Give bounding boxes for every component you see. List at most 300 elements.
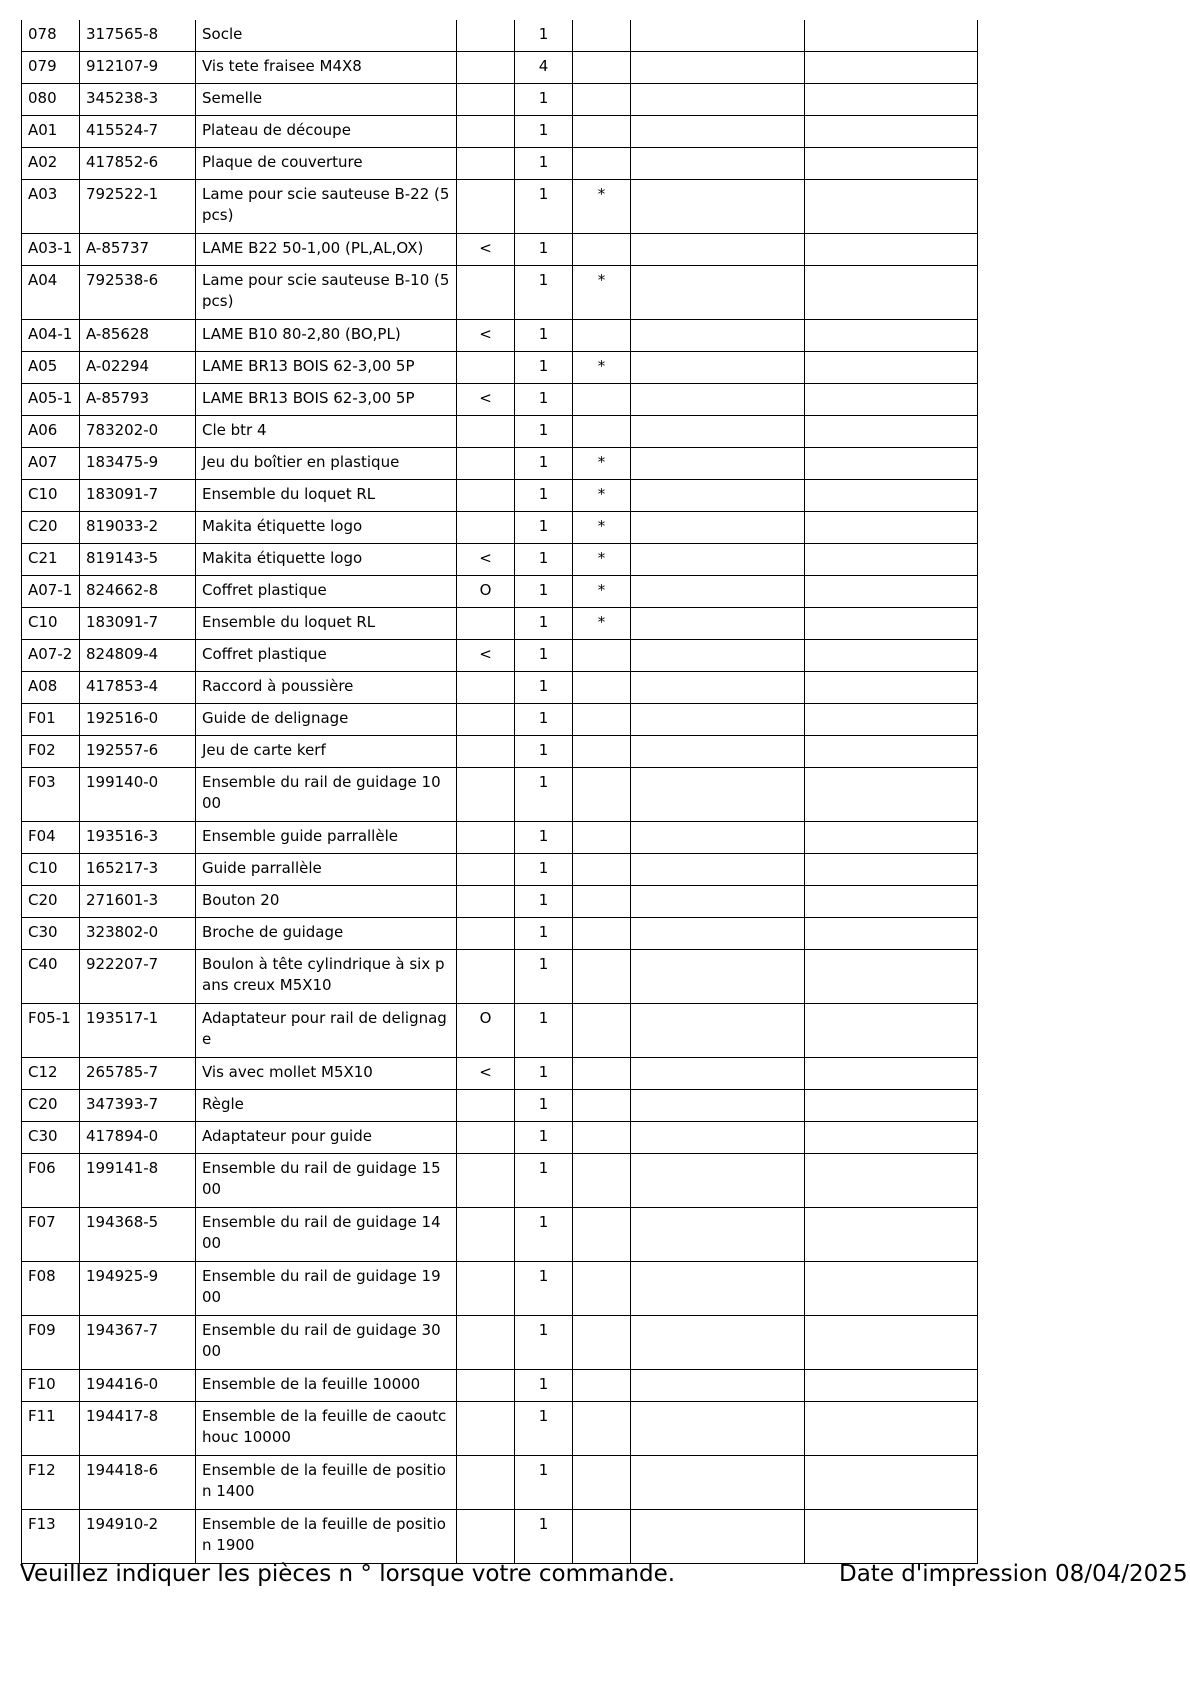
mark-cell <box>457 20 515 52</box>
ref-no-cell: A07-2 <box>22 640 80 672</box>
table-row <box>22 768 978 822</box>
part-number-cell: 194925-9 <box>80 1262 196 1316</box>
note-cell <box>573 704 631 736</box>
blank-cell <box>631 640 805 672</box>
description-cell: Ensemble de la feuille 10000 <box>196 1370 457 1402</box>
part-number-cell: 192557-6 <box>80 736 196 768</box>
quantity-cell: 1 <box>515 1154 573 1208</box>
ref-no-cell: F06 <box>22 1154 80 1208</box>
part-number-cell: 183091-7 <box>80 480 196 512</box>
table-row <box>22 576 978 608</box>
ref-no-cell: 080 <box>22 84 80 116</box>
blank-cell <box>631 576 805 608</box>
note-cell <box>573 148 631 180</box>
part-number-cell: 183475-9 <box>80 448 196 480</box>
part-number-cell: 194367-7 <box>80 1316 196 1370</box>
footer-order-note: Veuillez indiquer les pièces n ° lorsque votre commande. <box>20 1561 676 1587</box>
part-number-cell: 271601-3 <box>80 886 196 918</box>
part-number-cell: A-85793 <box>80 384 196 416</box>
quantity-cell: 1 <box>515 576 573 608</box>
blank-cell <box>631 950 805 1004</box>
part-number-cell: 165217-3 <box>80 854 196 886</box>
note-cell: * <box>573 608 631 640</box>
note-cell: * <box>573 180 631 234</box>
ref-no-cell: F11 <box>22 1402 80 1456</box>
mark-cell <box>457 1262 515 1316</box>
table-row <box>22 416 978 448</box>
mark-cell <box>457 416 515 448</box>
part-number-cell: 193517-1 <box>80 1004 196 1058</box>
ref-no-cell: A07-1 <box>22 576 80 608</box>
mark-cell <box>457 1402 515 1456</box>
note-cell <box>573 640 631 672</box>
quantity-cell: 1 <box>515 84 573 116</box>
description-cell: Jeu de carte kerf <box>196 736 457 768</box>
description-cell: Coffret plastique <box>196 576 457 608</box>
table-row <box>22 480 978 512</box>
quantity-cell: 1 <box>515 320 573 352</box>
mark-cell: O <box>457 1004 515 1058</box>
blank-cell <box>631 886 805 918</box>
part-number-cell: 194368-5 <box>80 1208 196 1262</box>
description-cell: Plateau de découpe <box>196 116 457 148</box>
quantity-cell: 1 <box>515 116 573 148</box>
ref-no-cell: F09 <box>22 1316 80 1370</box>
footer-print-date: Date d'impression 08/04/2025 <box>839 1561 1188 1587</box>
blank-cell <box>805 266 978 320</box>
description-cell: LAME B10 80-2,80 (BO,PL) <box>196 320 457 352</box>
note-cell <box>573 1370 631 1402</box>
mark-cell <box>457 768 515 822</box>
part-number-cell: 792538-6 <box>80 266 196 320</box>
blank-cell <box>805 918 978 950</box>
note-cell: * <box>573 266 631 320</box>
blank-cell <box>631 704 805 736</box>
part-number-cell: 347393-7 <box>80 1090 196 1122</box>
quantity-cell: 1 <box>515 416 573 448</box>
quantity-cell: 1 <box>515 1402 573 1456</box>
blank-cell <box>631 1510 805 1564</box>
blank-cell <box>631 1370 805 1402</box>
part-number-cell: 194417-8 <box>80 1402 196 1456</box>
note-cell <box>573 950 631 1004</box>
description-cell: Guide de delignage <box>196 704 457 736</box>
description-cell: Vis tete fraisee M4X8 <box>196 52 457 84</box>
blank-cell <box>805 148 978 180</box>
quantity-cell: 1 <box>515 148 573 180</box>
blank-cell <box>805 1370 978 1402</box>
table-row <box>22 448 978 480</box>
ref-no-cell: A08 <box>22 672 80 704</box>
mark-cell <box>457 1090 515 1122</box>
blank-cell <box>631 918 805 950</box>
part-number-cell: 199141-8 <box>80 1154 196 1208</box>
part-number-cell: 194910-2 <box>80 1510 196 1564</box>
part-number-cell: 792522-1 <box>80 180 196 234</box>
blank-cell <box>631 480 805 512</box>
ref-no-cell: F10 <box>22 1370 80 1402</box>
mark-cell <box>457 822 515 854</box>
description-cell: Makita étiquette logo <box>196 512 457 544</box>
table-row <box>22 384 978 416</box>
blank-cell <box>805 736 978 768</box>
blank-cell <box>631 352 805 384</box>
blank-cell <box>805 1262 978 1316</box>
ref-no-cell: C10 <box>22 854 80 886</box>
table-row <box>22 352 978 384</box>
note-cell <box>573 320 631 352</box>
ref-no-cell: A04 <box>22 266 80 320</box>
description-cell: Raccord à poussière <box>196 672 457 704</box>
blank-cell <box>631 1090 805 1122</box>
mark-cell <box>457 448 515 480</box>
blank-cell <box>631 20 805 52</box>
ref-no-cell: A06 <box>22 416 80 448</box>
mark-cell <box>457 1456 515 1510</box>
quantity-cell: 1 <box>515 1510 573 1564</box>
note-cell <box>573 20 631 52</box>
parts-table <box>21 20 978 1564</box>
mark-cell <box>457 1510 515 1564</box>
note-cell <box>573 384 631 416</box>
note-cell: * <box>573 480 631 512</box>
part-number-cell: A-02294 <box>80 352 196 384</box>
quantity-cell: 1 <box>515 384 573 416</box>
mark-cell: < <box>457 320 515 352</box>
blank-cell <box>805 1154 978 1208</box>
blank-cell <box>805 234 978 266</box>
table-row <box>22 608 978 640</box>
blank-cell <box>805 1090 978 1122</box>
mark-cell <box>457 608 515 640</box>
blank-cell <box>805 1316 978 1370</box>
ref-no-cell: A01 <box>22 116 80 148</box>
note-cell: * <box>573 512 631 544</box>
quantity-cell: 4 <box>515 52 573 84</box>
mark-cell <box>457 84 515 116</box>
part-number-cell: 922207-7 <box>80 950 196 1004</box>
blank-cell <box>631 1456 805 1510</box>
blank-cell <box>631 544 805 576</box>
ref-no-cell: C30 <box>22 918 80 950</box>
blank-cell <box>805 672 978 704</box>
table-row <box>22 1370 978 1402</box>
table-row <box>22 1262 978 1316</box>
blank-cell <box>631 1402 805 1456</box>
ref-no-cell: F08 <box>22 1262 80 1316</box>
ref-no-cell: A02 <box>22 148 80 180</box>
blank-cell <box>631 234 805 266</box>
note-cell <box>573 736 631 768</box>
mark-cell <box>457 950 515 1004</box>
ref-no-cell: C12 <box>22 1058 80 1090</box>
ref-no-cell: F02 <box>22 736 80 768</box>
table-row <box>22 736 978 768</box>
ref-no-cell: C21 <box>22 544 80 576</box>
blank-cell <box>805 704 978 736</box>
description-cell: Makita étiquette logo <box>196 544 457 576</box>
quantity-cell: 1 <box>515 1370 573 1402</box>
table-row <box>22 704 978 736</box>
note-cell <box>573 1208 631 1262</box>
quantity-cell: 1 <box>515 20 573 52</box>
description-cell: Cle btr 4 <box>196 416 457 448</box>
mark-cell <box>457 854 515 886</box>
table-row <box>22 1510 978 1564</box>
blank-cell <box>631 52 805 84</box>
blank-cell <box>805 352 978 384</box>
ref-no-cell: C10 <box>22 608 80 640</box>
blank-cell <box>631 320 805 352</box>
quantity-cell: 1 <box>515 544 573 576</box>
blank-cell <box>805 1510 978 1564</box>
blank-cell <box>631 116 805 148</box>
blank-cell <box>631 416 805 448</box>
ref-no-cell: C20 <box>22 512 80 544</box>
description-cell: Règle <box>196 1090 457 1122</box>
note-cell <box>573 234 631 266</box>
ref-no-cell: 079 <box>22 52 80 84</box>
note-cell: * <box>573 448 631 480</box>
part-number-cell: 193516-3 <box>80 822 196 854</box>
table-row <box>22 320 978 352</box>
mark-cell <box>457 736 515 768</box>
note-cell <box>573 886 631 918</box>
blank-cell <box>631 84 805 116</box>
ref-no-cell: 078 <box>22 20 80 52</box>
blank-cell <box>805 1004 978 1058</box>
mark-cell <box>457 1154 515 1208</box>
ref-no-cell: F12 <box>22 1456 80 1510</box>
blank-cell <box>631 1058 805 1090</box>
table-row <box>22 84 978 116</box>
part-number-cell: 194418-6 <box>80 1456 196 1510</box>
description-cell: Ensemble du loquet RL <box>196 608 457 640</box>
description-cell: Adaptateur pour rail de delignage <box>196 1004 457 1058</box>
description-cell: Ensemble de la feuille de position 1400 <box>196 1456 457 1510</box>
blank-cell <box>631 768 805 822</box>
table-row <box>22 266 978 320</box>
ref-no-cell: A05-1 <box>22 384 80 416</box>
part-number-cell: 824662-8 <box>80 576 196 608</box>
blank-cell <box>631 448 805 480</box>
quantity-cell: 1 <box>515 234 573 266</box>
description-cell: Lame pour scie sauteuse B-10 (5 pcs) <box>196 266 457 320</box>
quantity-cell: 1 <box>515 918 573 950</box>
note-cell <box>573 1316 631 1370</box>
table-row <box>22 672 978 704</box>
note-cell <box>573 1122 631 1154</box>
blank-cell <box>805 544 978 576</box>
mark-cell <box>457 672 515 704</box>
quantity-cell: 1 <box>515 1262 573 1316</box>
part-number-cell: 323802-0 <box>80 918 196 950</box>
note-cell <box>573 822 631 854</box>
part-number-cell: 824809-4 <box>80 640 196 672</box>
blank-cell <box>805 480 978 512</box>
part-number-cell: A-85628 <box>80 320 196 352</box>
table-row <box>22 512 978 544</box>
table-row <box>22 854 978 886</box>
table-row <box>22 544 978 576</box>
description-cell: Adaptateur pour guide <box>196 1122 457 1154</box>
quantity-cell: 1 <box>515 1122 573 1154</box>
table-row <box>22 52 978 84</box>
quantity-cell: 1 <box>515 180 573 234</box>
table-row <box>22 822 978 854</box>
blank-cell <box>805 1122 978 1154</box>
note-cell <box>573 1456 631 1510</box>
blank-cell <box>805 608 978 640</box>
part-number-cell: 415524-7 <box>80 116 196 148</box>
blank-cell <box>805 576 978 608</box>
part-number-cell: 192516-0 <box>80 704 196 736</box>
blank-cell <box>631 266 805 320</box>
quantity-cell: 1 <box>515 854 573 886</box>
description-cell: Jeu du boîtier en plastique <box>196 448 457 480</box>
table-row <box>22 1402 978 1456</box>
blank-cell <box>631 1208 805 1262</box>
ref-no-cell: C20 <box>22 1090 80 1122</box>
parts-table-body <box>22 20 978 1564</box>
quantity-cell: 1 <box>515 1058 573 1090</box>
description-cell: Semelle <box>196 84 457 116</box>
quantity-cell: 1 <box>515 950 573 1004</box>
blank-cell <box>805 1402 978 1456</box>
mark-cell <box>457 886 515 918</box>
blank-cell <box>631 1004 805 1058</box>
blank-cell <box>631 854 805 886</box>
table-row <box>22 1004 978 1058</box>
blank-cell <box>631 608 805 640</box>
blank-cell <box>631 822 805 854</box>
blank-cell <box>631 1316 805 1370</box>
description-cell: Ensemble du rail de guidage 1000 <box>196 768 457 822</box>
quantity-cell: 1 <box>515 1456 573 1510</box>
part-number-cell: 194416-0 <box>80 1370 196 1402</box>
note-cell: * <box>573 352 631 384</box>
description-cell: Coffret plastique <box>196 640 457 672</box>
note-cell <box>573 1058 631 1090</box>
quantity-cell: 1 <box>515 640 573 672</box>
ref-no-cell: C40 <box>22 950 80 1004</box>
mark-cell: < <box>457 544 515 576</box>
blank-cell <box>805 52 978 84</box>
part-number-cell: 265785-7 <box>80 1058 196 1090</box>
blank-cell <box>805 640 978 672</box>
mark-cell <box>457 1370 515 1402</box>
note-cell <box>573 854 631 886</box>
mark-cell: < <box>457 234 515 266</box>
table-row <box>22 1456 978 1510</box>
blank-cell <box>805 886 978 918</box>
blank-cell <box>631 148 805 180</box>
description-cell: Plaque de couverture <box>196 148 457 180</box>
ref-no-cell: F07 <box>22 1208 80 1262</box>
description-cell: LAME BR13 BOIS 62-3,00 5P <box>196 384 457 416</box>
mark-cell <box>457 1208 515 1262</box>
mark-cell <box>457 1316 515 1370</box>
description-cell: Broche de guidage <box>196 918 457 950</box>
description-cell: Boulon à tête cylindrique à six pans creux M5X10 <box>196 950 457 1004</box>
description-cell: Ensemble du rail de guidage 1400 <box>196 1208 457 1262</box>
description-cell: Ensemble du rail de guidage 1900 <box>196 1262 457 1316</box>
ref-no-cell: F13 <box>22 1510 80 1564</box>
quantity-cell: 1 <box>515 1004 573 1058</box>
table-row <box>22 640 978 672</box>
blank-cell <box>631 1262 805 1316</box>
quantity-cell: 1 <box>515 352 573 384</box>
mark-cell <box>457 512 515 544</box>
table-row <box>22 886 978 918</box>
quantity-cell: 1 <box>515 704 573 736</box>
blank-cell <box>805 116 978 148</box>
blank-cell <box>805 1208 978 1262</box>
blank-cell <box>805 84 978 116</box>
quantity-cell: 1 <box>515 672 573 704</box>
ref-no-cell: A03-1 <box>22 234 80 266</box>
ref-no-cell: F03 <box>22 768 80 822</box>
blank-cell <box>631 1154 805 1208</box>
part-number-cell: 819033-2 <box>80 512 196 544</box>
part-number-cell: 783202-0 <box>80 416 196 448</box>
mark-cell <box>457 704 515 736</box>
description-cell: Lame pour scie sauteuse B-22 (5 pcs) <box>196 180 457 234</box>
blank-cell <box>805 320 978 352</box>
description-cell: Bouton 20 <box>196 886 457 918</box>
blank-cell <box>805 1456 978 1510</box>
quantity-cell: 1 <box>515 822 573 854</box>
description-cell: Ensemble de la feuille de position 1900 <box>196 1510 457 1564</box>
part-number-cell: 417853-4 <box>80 672 196 704</box>
note-cell <box>573 918 631 950</box>
note-cell <box>573 1402 631 1456</box>
note-cell <box>573 416 631 448</box>
quantity-cell: 1 <box>515 1208 573 1262</box>
note-cell <box>573 672 631 704</box>
table-row <box>22 1208 978 1262</box>
description-cell: Socle <box>196 20 457 52</box>
table-row <box>22 234 978 266</box>
part-number-cell: 819143-5 <box>80 544 196 576</box>
description-cell: Ensemble du rail de guidage 1500 <box>196 1154 457 1208</box>
mark-cell: < <box>457 384 515 416</box>
description-cell: Ensemble du rail de guidage 3000 <box>196 1316 457 1370</box>
mark-cell <box>457 480 515 512</box>
mark-cell <box>457 116 515 148</box>
blank-cell <box>805 854 978 886</box>
quantity-cell: 1 <box>515 480 573 512</box>
table-row <box>22 20 978 52</box>
blank-cell <box>805 448 978 480</box>
description-cell: LAME B22 50-1,00 (PL,AL,OX) <box>196 234 457 266</box>
note-cell <box>573 1004 631 1058</box>
part-number-cell: A-85737 <box>80 234 196 266</box>
mark-cell: < <box>457 640 515 672</box>
part-number-cell: 345238-3 <box>80 84 196 116</box>
table-row <box>22 148 978 180</box>
note-cell: * <box>573 576 631 608</box>
blank-cell <box>805 950 978 1004</box>
quantity-cell: 1 <box>515 266 573 320</box>
blank-cell <box>631 1122 805 1154</box>
description-cell: Ensemble du loquet RL <box>196 480 457 512</box>
note-cell <box>573 1154 631 1208</box>
table-row <box>22 1122 978 1154</box>
blank-cell <box>805 822 978 854</box>
mark-cell <box>457 52 515 84</box>
note-cell <box>573 116 631 148</box>
